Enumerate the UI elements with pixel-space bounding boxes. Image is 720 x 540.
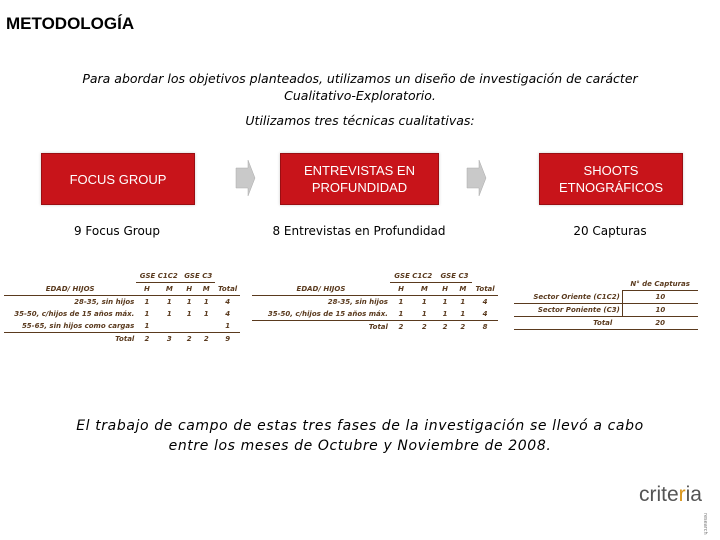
table-cell: 1 [225, 322, 231, 330]
table-cell: 2 [412, 321, 437, 334]
table-cell: 1 [203, 298, 209, 306]
table-cell: H [437, 283, 454, 296]
table-cell: 1 [166, 310, 172, 318]
table-total-row [514, 317, 698, 330]
intro-line-2: Cualitativo-Exploratorio. [284, 88, 436, 103]
table-row-header: EDAD/ HIJOS [4, 283, 136, 296]
table-total-row [4, 333, 240, 346]
table-cell: 1 [186, 310, 192, 318]
table-cell: 1 [144, 322, 150, 330]
table-cell: 1 [460, 310, 466, 318]
table-total-header: Total [215, 283, 240, 296]
intro-line-1: Para abordar los objetivos planteados, utilizamos un diseño de investigación de carácter [82, 71, 638, 86]
focus-group-caption: 9 Focus Group [73, 224, 161, 238]
table-cell: H [136, 283, 157, 296]
table-group-header: GSE C3 [437, 270, 473, 283]
table-cell: 1 [398, 310, 404, 318]
table-cell: 8 [472, 321, 498, 334]
fieldwork-statement [40, 416, 680, 456]
table-row-label: 35-50, c/hijos de 15 años máx. [14, 310, 135, 318]
table-cell: 10 [622, 291, 698, 304]
table-cell: M [197, 283, 215, 296]
fieldwork-line-2: entre los meses de Octubre y Noviembre de 2008. [168, 438, 552, 454]
table-row-label: 28-35, sin hijos [327, 298, 388, 306]
table-cell: 1 [203, 310, 209, 318]
table-cell: 4 [225, 310, 231, 318]
table-cell: 2 [197, 333, 215, 346]
table-row-label: Total [252, 321, 390, 334]
table-total-header: Total [472, 283, 498, 296]
table-cell: 1 [144, 298, 150, 306]
shoots-box [539, 153, 683, 205]
focus-group-table [4, 270, 240, 345]
table-cell: 4 [482, 310, 488, 318]
table-cell: 20 [622, 317, 698, 330]
intro-line-3: Utilizamos tres técnicas cualitativas: [245, 113, 475, 128]
interviews-caption: 8 Entrevistas en Profundidad [272, 224, 446, 238]
table-row-header: EDAD/ HIJOS [252, 283, 390, 296]
table-cell: M [158, 283, 182, 296]
table-row [514, 304, 698, 317]
table-cell: H [181, 283, 197, 296]
table-cell: 9 [215, 333, 240, 346]
table-row-label: 28-35, sin hijos [74, 298, 135, 306]
logo-accent: r [678, 483, 686, 506]
table-cell: 2 [390, 321, 412, 334]
table-header: N° de Capturas [622, 278, 698, 291]
table-cell: 2 [181, 333, 197, 346]
table-cell: H [390, 283, 412, 296]
table-cell: 2 [453, 321, 472, 334]
table-cell: 2 [437, 321, 454, 334]
interviews-box [280, 153, 439, 205]
intro-text [40, 70, 680, 104]
table-row-label: Sector Poniente (C3) [514, 304, 622, 317]
table-row [4, 320, 240, 333]
table-row-label: Total [4, 333, 136, 346]
criteria-logo [639, 483, 702, 507]
table-cell: 1 [442, 310, 448, 318]
table-cell: 1 [442, 298, 448, 306]
table-cell [181, 320, 197, 333]
table-group-header: GSE C1C2 [136, 270, 181, 283]
table-cell: 4 [225, 298, 231, 306]
table-row [252, 296, 498, 309]
table-cell: M [453, 283, 472, 296]
table-group-header: GSE C1C2 [390, 270, 437, 283]
page-title: METODOLOGÍA [6, 14, 135, 33]
interviews-label-2: PROFUNDIDAD [311, 180, 408, 195]
table-cell: 1 [460, 298, 466, 306]
table-row-label: 55-65, sin hijos como cargas [21, 322, 135, 330]
table-row-label: 35-50, c/hijos de 15 años máx. [267, 310, 388, 318]
focus-group-label: FOCUS GROUP [69, 171, 167, 187]
captures-table [514, 278, 698, 330]
table-cell: 10 [622, 304, 698, 317]
fieldwork-line-1: El trabajo de campo de estas tres fases de la investigación se llevó a cabo [76, 418, 644, 434]
table-cell [197, 320, 215, 333]
table-cell: 1 [421, 310, 427, 318]
table-cell: 2 [136, 333, 157, 346]
arrow-right-icon [465, 158, 487, 198]
table-cell: 1 [186, 298, 192, 306]
shoots-label-1: SHOOTS [583, 163, 639, 178]
shoots-caption: 20 Capturas [573, 224, 647, 238]
table-total-row [252, 321, 498, 334]
table-cell: 4 [482, 298, 488, 306]
arrow-right-icon [234, 158, 256, 198]
table-cell: 3 [158, 333, 182, 346]
table-row [514, 291, 698, 304]
table-cell: 1 [398, 298, 404, 306]
logo-subtext: research [702, 513, 708, 535]
interviews-table [252, 270, 498, 333]
table-cell [158, 320, 182, 333]
logo-text: ia [685, 483, 702, 506]
focus-group-box [41, 153, 195, 205]
table-row-label: Sector Oriente (C1C2) [514, 291, 622, 304]
shoots-label-2: ETNOGRÁFICOS [558, 180, 663, 195]
table-row [252, 308, 498, 321]
interviews-label-1: ENTREVISTAS EN [303, 163, 415, 178]
table-cell: M [412, 283, 437, 296]
table-cell: 1 [421, 298, 427, 306]
table-row [4, 308, 240, 320]
table-cell: 1 [166, 298, 172, 306]
table-cell: 1 [144, 310, 150, 318]
table-row [4, 296, 240, 309]
logo-text: crite [638, 483, 679, 506]
table-group-header: GSE C3 [181, 270, 215, 283]
table-row-label: Total [514, 317, 622, 330]
